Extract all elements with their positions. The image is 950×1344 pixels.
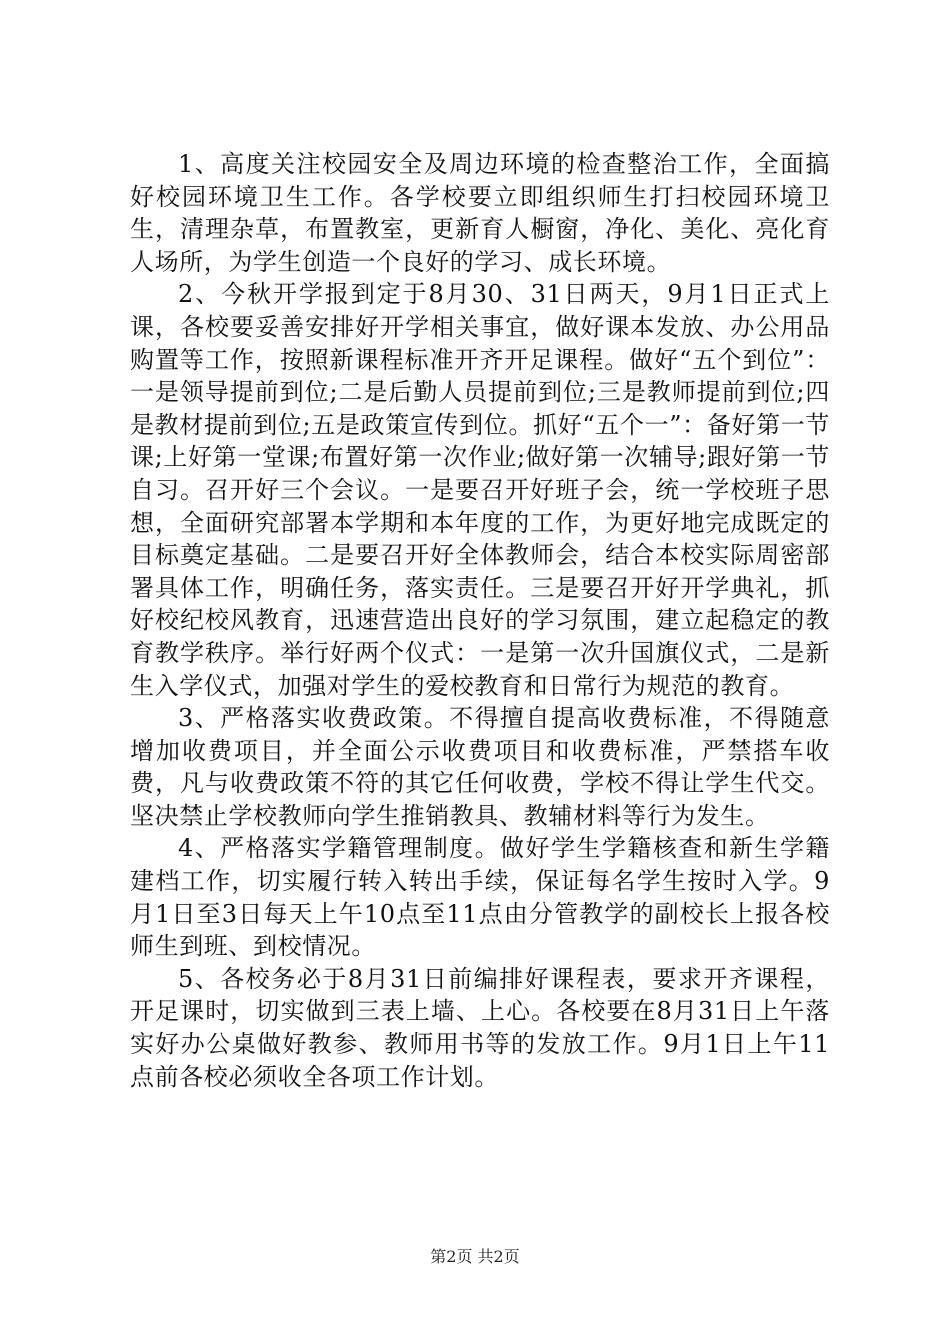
page-number-footer: 第2页 共2页: [430, 1247, 520, 1266]
document-body: [130, 148, 830, 1093]
paragraph-2: 2、今秋开学报到定于8月30、31日两天，9月1日正式上课，各校要妥善安排好开学相关事宜，做好课本发放、办公用品购置等工作，按照新课程标准开齐开足课程。做好“五个到位”：一是领导提前到位;二是后勤人员提前到位;三是教师提前到位;四是教材提前到位;五是政策宣传到位。抓好“五个一”：备好第一节课;上好第一堂课;布置好第一次作业;做好第一次辅导;跟好第一节自习。召开好三个会议。一是要召开好班子会，统一学校班子思想，全面研究部署本学期和本年度的工作，为更好地完成既定的目标奠定基础。二是要召开好全体教师会，结合本校实际周密部署具体工作，明确任务，落实责任。三是要召开好开学典礼，抓好校纪校风教育，迅速营造出良好的学习氛围，建立起稳定的教育教学秩序。举行好两个仪式：一是第一次升国旗仪式，二是新生入学仪式，加强对学生的爱校教育和日常行为规范的教育。: [130, 280, 830, 700]
paragraph-4: 4、严格落实学籍管理制度。做好学生学籍核查和新生学籍建档工作，切实履行转入转出手续，保证每名学生按时入学。9月1日至3日每天上午10点至11点由分管教学的副校长上报各校师生到班、到校情况。: [130, 834, 830, 961]
paragraph-1: 1、高度关注校园安全及周边环境的检查整治工作，全面搞好校园环境卫生工作。各学校要立即组织师生打扫校园环境卫生，清理杂草，布置教室，更新育人橱窗，净化、美化、亮化育人场所，为学生创造一个良好的学习、成长环境。: [130, 150, 830, 276]
paragraph-5: 5、各校务必于8月31日前编排好课程表，要求开齐课程，开足课时，切实做到三表上墙、上心。各校要在8月31日上午落实好办公桌做好教参、教师用书等的发放工作。9月1日上午11点前各校必须收全各项工作计划。: [130, 964, 830, 1091]
paragraph-3: 3、严格落实收费政策。不得擅自提高收费标准，不得随意增加收费项目，并全面公示收费项目和收费标准，严禁搭车收费，凡与收费政策不符的其它任何收费，学校不得让学生代交。坚决禁止学校教师向学生推销教具、教辅材料等行为发生。: [130, 704, 830, 830]
